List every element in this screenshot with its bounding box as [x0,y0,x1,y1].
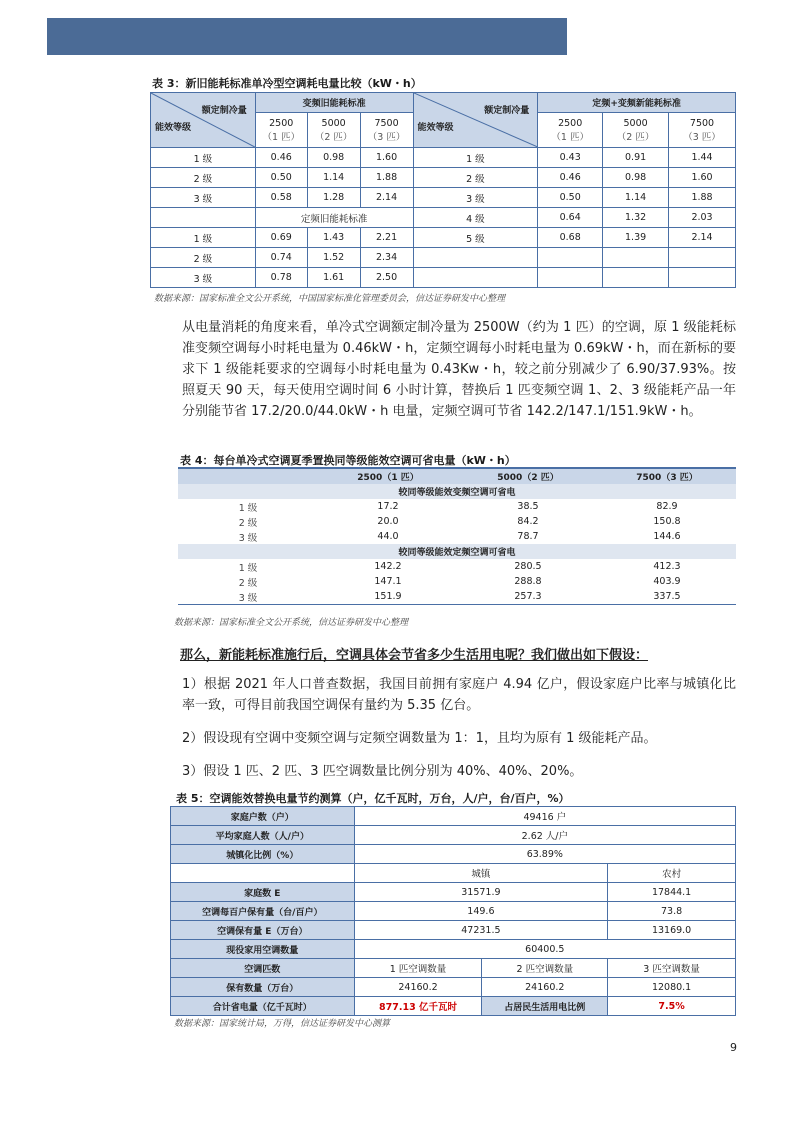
table-cell: 合计省电量（亿千瓦时） [171,997,355,1016]
table-cell [603,268,669,288]
table-cell: 占居民生活用电比例 [482,997,608,1016]
table-cell: 2 级 [413,168,538,188]
table-row [151,208,736,228]
assumption-3: 3）假设 1 匹、2 匹、3 匹空调数量比例分别为 40%、40%、20%。 [182,764,583,779]
table-row [151,268,736,288]
table-cell: 4 级 [413,208,538,228]
table-row [178,544,736,559]
table-cell: 150.8 [653,516,681,527]
table-cell: 84.2 [517,516,539,527]
table-cell: 257.3 [458,589,598,605]
table-cell: 2.34 [360,248,413,268]
table-row [171,826,736,845]
body-paragraph: 从电量消耗的角度来看，单冷式空调额定制冷量为 2500W（约为 1 匹）的空调，原 1 级能耗标准变频空调每小时耗电量为 0.46kW・h，定频空调每小时耗电量为 0.69kW・h，而在新标的要求下 1 级能耗要求的空调每小时耗电量为 0.43Kw・h，较之前分别减少了 6.90/37.93%。按照夏天 90 天，每天使用空调时间 6 小时计算，替换后 1 匹变频空调 1、2、3 级能耗产品一年分别能节省 17.2/20.0/44.0kW・h 电量，定频空调可节省 142.2/147.1/151.9kW・h。 [182,320,736,419]
table-row [178,589,736,605]
table-row [151,228,736,248]
cap-header: 7500 （3 匹） [360,113,413,148]
table-cell: 1.88 [669,188,736,208]
table-cell [538,248,603,268]
table-cell: 7.5% [608,997,736,1016]
table-row [178,484,736,499]
table-cell: 2.14 [360,188,413,208]
table3-left-group: 变频旧能耗标准 [255,93,413,113]
table-cell: 12080.1 [608,978,736,997]
table-row [171,883,736,902]
table4-source: 数据来源：国家标准全文公开系统，信达证券研发中心整理 [174,618,409,628]
table3-caption: 表 3：新旧能耗标准单冷型空调耗电量比较（kW・h） [152,77,422,90]
table-cell: 280.5 [514,561,542,572]
table-cell: 0.68 [538,228,603,248]
table-cell: 24160.2 [482,978,608,997]
table-cell: 2 级 [151,168,256,188]
table-cell: 0.46 [538,168,603,188]
table-cell: 1 匹空调数量 [354,959,482,978]
table-cell: 1 级 [238,502,258,514]
table-cell: 1.60 [669,168,736,188]
table-cell: 1 级 [151,228,256,248]
table-cell: 农村 [608,864,736,883]
table-cell: 0.98 [603,168,669,188]
assumption-2: 2）假设现有空调中变频空调与定频空调数量为 1：1，且均为原有 1 级能耗产品。 [182,731,657,746]
col-header: 5000（2 匹） [458,468,598,484]
table-row [151,168,736,188]
table-cell: 3 匹空调数量 [608,959,736,978]
table-cell: 3 级 [151,188,256,208]
table-cell: 2.03 [669,208,736,228]
table-cell: 38.5 [517,501,539,512]
table-cell: 1.52 [307,248,360,268]
cap-header: 7500 （3 匹） [669,113,736,148]
table-cell: 412.3 [653,561,681,572]
table-cell [413,248,538,268]
table-cell: 0.91 [603,148,669,168]
table-cell: 空调每百户保有量（台/百户） [171,902,355,921]
table-cell [413,268,538,288]
table-row [178,468,736,484]
table-cell: 0.98 [307,148,360,168]
table-cell: 47231.5 [354,921,608,940]
table-cell: 0.78 [255,268,307,288]
table-cell: 平均家庭人数（人/户） [171,826,355,845]
table-cell: 3 级 [238,532,258,544]
table-row [171,902,736,921]
table-cell: 2 级 [238,517,258,529]
table-row [178,514,736,529]
table-cell [151,208,256,228]
table-cell: 城镇 [354,864,608,883]
table-cell: 2.50 [360,268,413,288]
table-cell: 城镇化比例（%） [171,845,355,864]
table4 [178,467,736,605]
table-row [171,940,736,959]
assumption-1: 1）根据 2021 年人口普查数据，我国目前拥有家庭户 4.94 亿户，假设家庭户比率与城镇化比率一致，可得目前我国空调保有量约为 5.35 亿台。 [182,677,736,713]
table-cell: 1.14 [603,188,669,208]
table-cell: 2 匹空调数量 [482,959,608,978]
table-cell: 5 级 [413,228,538,248]
table-row [171,978,736,997]
table-cell: 78.7 [517,531,539,542]
table3-diag-header-left: 额定制冷量 能效等级 [151,93,256,148]
page-number: 9 [730,1041,737,1054]
table-row [178,529,736,544]
table-cell: 288.8 [514,576,542,587]
table5 [170,806,736,1016]
table-cell: 0.69 [255,228,307,248]
table-cell: 144.6 [653,531,681,542]
table-cell [669,248,736,268]
table-cell: 1.61 [307,268,360,288]
table-row [171,959,736,978]
table-cell: 403.9 [653,576,681,587]
table-cell: 1.28 [307,188,360,208]
table-cell: 24160.2 [354,978,482,997]
table-cell: 73.8 [608,902,736,921]
table-cell: 空调匹数 [171,959,355,978]
table-cell: 1.88 [360,168,413,188]
table-cell: 2.14 [669,228,736,248]
table3-right-group: 定频+变频新能耗标准 [538,93,736,113]
table-cell: 0.58 [255,188,307,208]
table-cell: 151.9 [318,589,458,605]
table-cell: 1.14 [307,168,360,188]
table-cell: 1.43 [307,228,360,248]
table-cell: 20.0 [377,516,399,527]
table-cell: 1 级 [413,148,538,168]
table-row [151,93,736,113]
table-cell [669,268,736,288]
table-cell: 3 级 [151,268,256,288]
table-cell: 0.74 [255,248,307,268]
table-cell: 17.2 [377,501,399,512]
table-cell: 149.6 [354,902,608,921]
table-cell: 60400.5 [354,940,735,959]
subheader: 较同等级能效定频空调可省电 [178,544,736,559]
table-cell: 1.60 [360,148,413,168]
table-cell: 0.46 [255,148,307,168]
table-cell: 142.2 [374,561,402,572]
table-cell: 1 级 [151,148,256,168]
table-cell: 2 级 [238,577,258,589]
table-cell: 31571.9 [354,883,608,902]
table-row [171,864,736,883]
subheader: 较同等级能效变频空调可省电 [178,484,736,499]
section-heading: 那么，新能耗标准施行后，空调具体会节省多少生活用电呢？我们做出如下假设： [180,648,649,663]
table-row [171,997,736,1016]
cap-header: 5000 （2 匹） [307,113,360,148]
table-cell: 17844.1 [608,883,736,902]
table-cell [171,864,355,883]
table-cell: 2 级 [151,248,256,268]
table-cell: 44.0 [377,531,399,542]
table-cell: 空调保有量 E（万台） [171,921,355,940]
table-cell: 1.39 [603,228,669,248]
cap-header: 5000 （2 匹） [603,113,669,148]
table-row [171,921,736,940]
table-row [151,148,736,168]
table-cell: 1.44 [669,148,736,168]
table-cell: 家庭户数（户） [171,807,355,826]
col-header: 2500（1 匹） [318,468,458,484]
table-cell [603,248,669,268]
table-cell: 1.32 [603,208,669,228]
table5-caption: 表 5：空调能效替换电量节约测算（户，亿千瓦时，万台，人/户，台/百户，%） [176,792,570,805]
table-row [151,248,736,268]
table-row [171,807,736,826]
table-cell: 2.21 [360,228,413,248]
table3 [150,92,736,288]
table-cell: 13169.0 [608,921,736,940]
table-cell: 877.13 亿千瓦时 [354,997,482,1016]
table-row [178,574,736,589]
table-cell: 2.62 人/户 [354,826,735,845]
table-cell: 147.1 [374,576,402,587]
table-cell: 3 级 [413,188,538,208]
table-cell: 63.89% [354,845,735,864]
table-cell: 0.50 [538,188,603,208]
cap-header: 2500 （1 匹） [255,113,307,148]
cap-header: 2500 （1 匹） [538,113,603,148]
table4-caption: 表 4：每台单冷式空调夏季置换同等级能效空调可省电量（kW・h） [180,454,516,467]
table-cell: 0.64 [538,208,603,228]
table-row [178,559,736,574]
table-cell: 337.5 [598,589,736,605]
table-row [171,845,736,864]
table3-source: 数据来源：国家标准全文公开系统，中国国家标准化管理委员会，信达证券研发中心整理 [154,294,506,304]
fixed-old-label: 定频旧能耗标准 [255,208,413,228]
table-cell: 0.43 [538,148,603,168]
table-cell: 保有数量（万台） [171,978,355,997]
col-header: 7500（3 匹） [598,468,736,484]
header-banner [47,18,567,55]
table-cell: 82.9 [656,501,678,512]
table-cell: 1 级 [238,562,258,574]
table-cell: 0.50 [255,168,307,188]
table3-diag-header-right: 额定制冷量 能效等级 [413,93,538,148]
table-cell [538,268,603,288]
table5-source: 数据来源：国家统计局，万得，信达证券研发中心测算 [174,1019,391,1029]
table-cell [178,468,318,484]
table-cell: 家庭数 E [171,883,355,902]
table-cell: 49416 户 [354,807,735,826]
table-cell: 现役家用空调数量 [171,940,355,959]
table-cell: 3 级 [178,589,318,605]
table-row [151,188,736,208]
table-row [178,499,736,514]
